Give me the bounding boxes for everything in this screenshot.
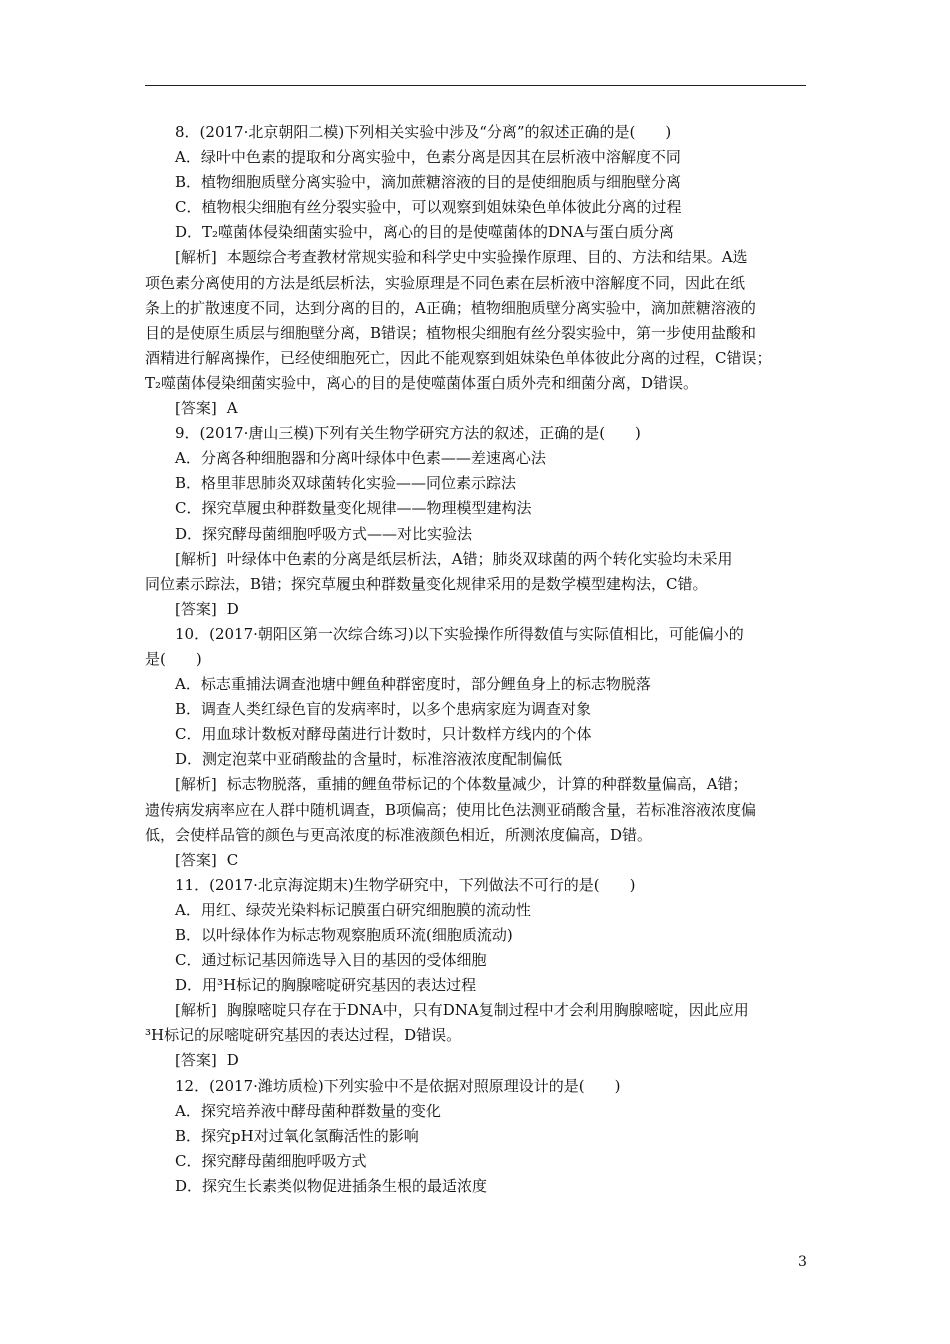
answer-value: D xyxy=(226,599,239,618)
option-a: A．分离各种细胞器和分离叶绿体中色素——差速离心法 xyxy=(175,449,546,468)
answer-value: D xyxy=(226,1051,239,1070)
question-stem: 12．(2017·潍坊质检)下列实验中不是依据对照原理设计的是( ) xyxy=(175,1076,621,1095)
question-stem: 8．(2017·北京朝阳二模)下列相关实验中涉及“分离”的叙述正确的是( ) xyxy=(175,123,672,141)
header-rule xyxy=(145,85,806,86)
question-stem: 10．(2017·朝阳区第一次综合练习)以下实验操作所得数值与实际值相比，可能偏小的 xyxy=(175,624,744,643)
option-a: A．用红、绿荧光染料标记膜蛋白研究细胞膜的流动性 xyxy=(175,900,531,919)
analysis-text: 叶绿体中色素的分离是纸层析法，A错；肺炎双球菌的两个转化实验均未采用 xyxy=(226,549,733,568)
answer-label: [答案] xyxy=(175,599,217,618)
option-c: C．植物根尖细胞有丝分裂实验中，可以观察到姐妹染色单体彼此分离的过程 xyxy=(175,198,682,217)
question-stem-cont: 是( ) xyxy=(145,649,202,668)
question-9 xyxy=(145,421,807,622)
option-d: D．测定泡菜中亚硝酸盐的含量时，标准溶液浓度配制偏低 xyxy=(175,750,563,769)
page-body xyxy=(145,120,807,1199)
answer-label: [答案] xyxy=(175,399,217,418)
question-stem: 11．(2017·北京海淀期末)生物学研究中，下列做法不可行的是( ) xyxy=(175,875,636,894)
analysis-text: 项色素分离使用的方法是纸层析法，实验原理是不同色素在层析液中溶解度不同，因此在纸 xyxy=(145,273,746,292)
analysis-text: 胸腺嘧啶只存在于DNA中，只有DNA复制过程中才会利用胸腺嘧啶，因此应用 xyxy=(226,1001,749,1020)
analysis-text: 条上的扩散速度不同，达到分离的目的，A正确；植物细胞质壁分离实验中，滴加蔗糖溶液的 xyxy=(145,298,756,317)
analysis-line xyxy=(145,772,807,797)
answer-label: [答案] xyxy=(175,1051,217,1070)
analysis-line xyxy=(145,547,807,572)
analysis-line xyxy=(145,245,807,270)
option-d: D．探究酵母菌细胞呼吸方式——对比实验法 xyxy=(175,524,473,543)
option-b: B．调查人类红绿色盲的发病率时，以多个患病家庭为调查对象 xyxy=(175,700,592,719)
question-12 xyxy=(145,1074,807,1199)
analysis-text: 遗传病发病率应在人群中随机调查，B项偏高；使用比色法测亚硝酸含量，若标准溶液浓度偏 xyxy=(145,800,757,819)
analysis-text: ³H标记的尿嘧啶研究基因的表达过程，D错误。 xyxy=(145,1026,462,1045)
analysis-text: 目的是使原生质层与细胞壁分离，B错误；植物根尖细胞有丝分裂实验中，第一步使用盐酸和 xyxy=(145,323,757,342)
option-c: C．用血球计数板对酵母菌进行计数时，只计数样方线内的个体 xyxy=(175,725,592,744)
answer-label: [答案] xyxy=(175,850,217,869)
option-c: C．通过标记基因筛选导入目的基因的受体细胞 xyxy=(175,951,487,970)
question-8 xyxy=(145,120,807,421)
analysis-label: [解析] xyxy=(175,775,217,794)
answer-line xyxy=(145,848,807,873)
analysis-label: [解析] xyxy=(175,549,217,568)
analysis-text: 标志物脱落，重捕的鲤鱼带标记的个体数量减少，计算的种群数量偏高，A错； xyxy=(226,775,748,794)
answer-value: C xyxy=(226,850,239,869)
option-b: B．格里菲思肺炎双球菌转化实验——同位素示踪法 xyxy=(175,474,517,493)
option-c: C．探究草履虫种群数量变化规律——物理模型建构法 xyxy=(175,499,532,518)
option-a: A．探究培养液中酵母菌种群数量的变化 xyxy=(175,1101,441,1120)
option-a: A．绿叶中色素的提取和分离实验中，色素分离是因其在层析液中溶解度不同 xyxy=(175,148,681,167)
analysis-text: 本题综合考查教材常规实验和科学史中实验操作原理、目的、方法和结果。A选 xyxy=(226,248,748,267)
question-10 xyxy=(145,622,807,873)
analysis-label: [解析] xyxy=(175,1001,217,1020)
answer-line xyxy=(145,1048,807,1073)
answer-value: A xyxy=(226,399,238,418)
option-b: B．以叶绿体作为标志物观察胞质环流(细胞质流动) xyxy=(175,926,513,944)
analysis-line xyxy=(145,998,807,1023)
option-c: C．探究酵母菌细胞呼吸方式 xyxy=(175,1151,367,1170)
option-b: B．探究pH对过氧化氢酶活性的影响 xyxy=(175,1126,419,1145)
answer-line xyxy=(145,597,807,622)
analysis-text: T₂噬菌体侵染细菌实验中，离心的目的是使噬菌体蛋白质外壳和细菌分离，D错误。 xyxy=(145,373,699,392)
option-a: A．标志重捕法调查池塘中鲤鱼种群密度时，部分鲤鱼身上的标志物脱落 xyxy=(175,675,651,694)
analysis-text: 同位素示踪法，B错；探究草履虫种群数量变化规律采用的是数学模型建构法，C错。 xyxy=(145,574,708,593)
option-d: D．用³H标记的胸腺嘧啶研究基因的表达过程 xyxy=(175,976,477,995)
analysis-label: [解析] xyxy=(175,248,217,267)
option-d: D．T₂噬菌体侵染细菌实验中，离心的目的是使噬菌体的DNA与蛋白质分离 xyxy=(175,223,675,242)
question-stem: 9．(2017·唐山三模)下列有关生物学研究方法的叙述，正确的是( ) xyxy=(175,424,641,443)
analysis-text: 低，会使样品管的颜色与更高浓度的标准液颜色相近，所测浓度偏高，D错。 xyxy=(145,825,653,844)
option-d: D．探究生长素类似物促进插条生根的最适浓度 xyxy=(175,1176,488,1195)
option-b: B．植物细胞质壁分离实验中，滴加蔗糖溶液的目的是使细胞质与细胞壁分离 xyxy=(175,173,682,192)
question-11 xyxy=(145,873,807,1074)
page-number: 3 xyxy=(798,1254,807,1270)
answer-line xyxy=(145,396,807,421)
analysis-text: 酒精进行解离操作，已经使细胞死亡，因此不能观察到姐妹染色单体彼此分离的过程，C错误； xyxy=(145,348,772,367)
